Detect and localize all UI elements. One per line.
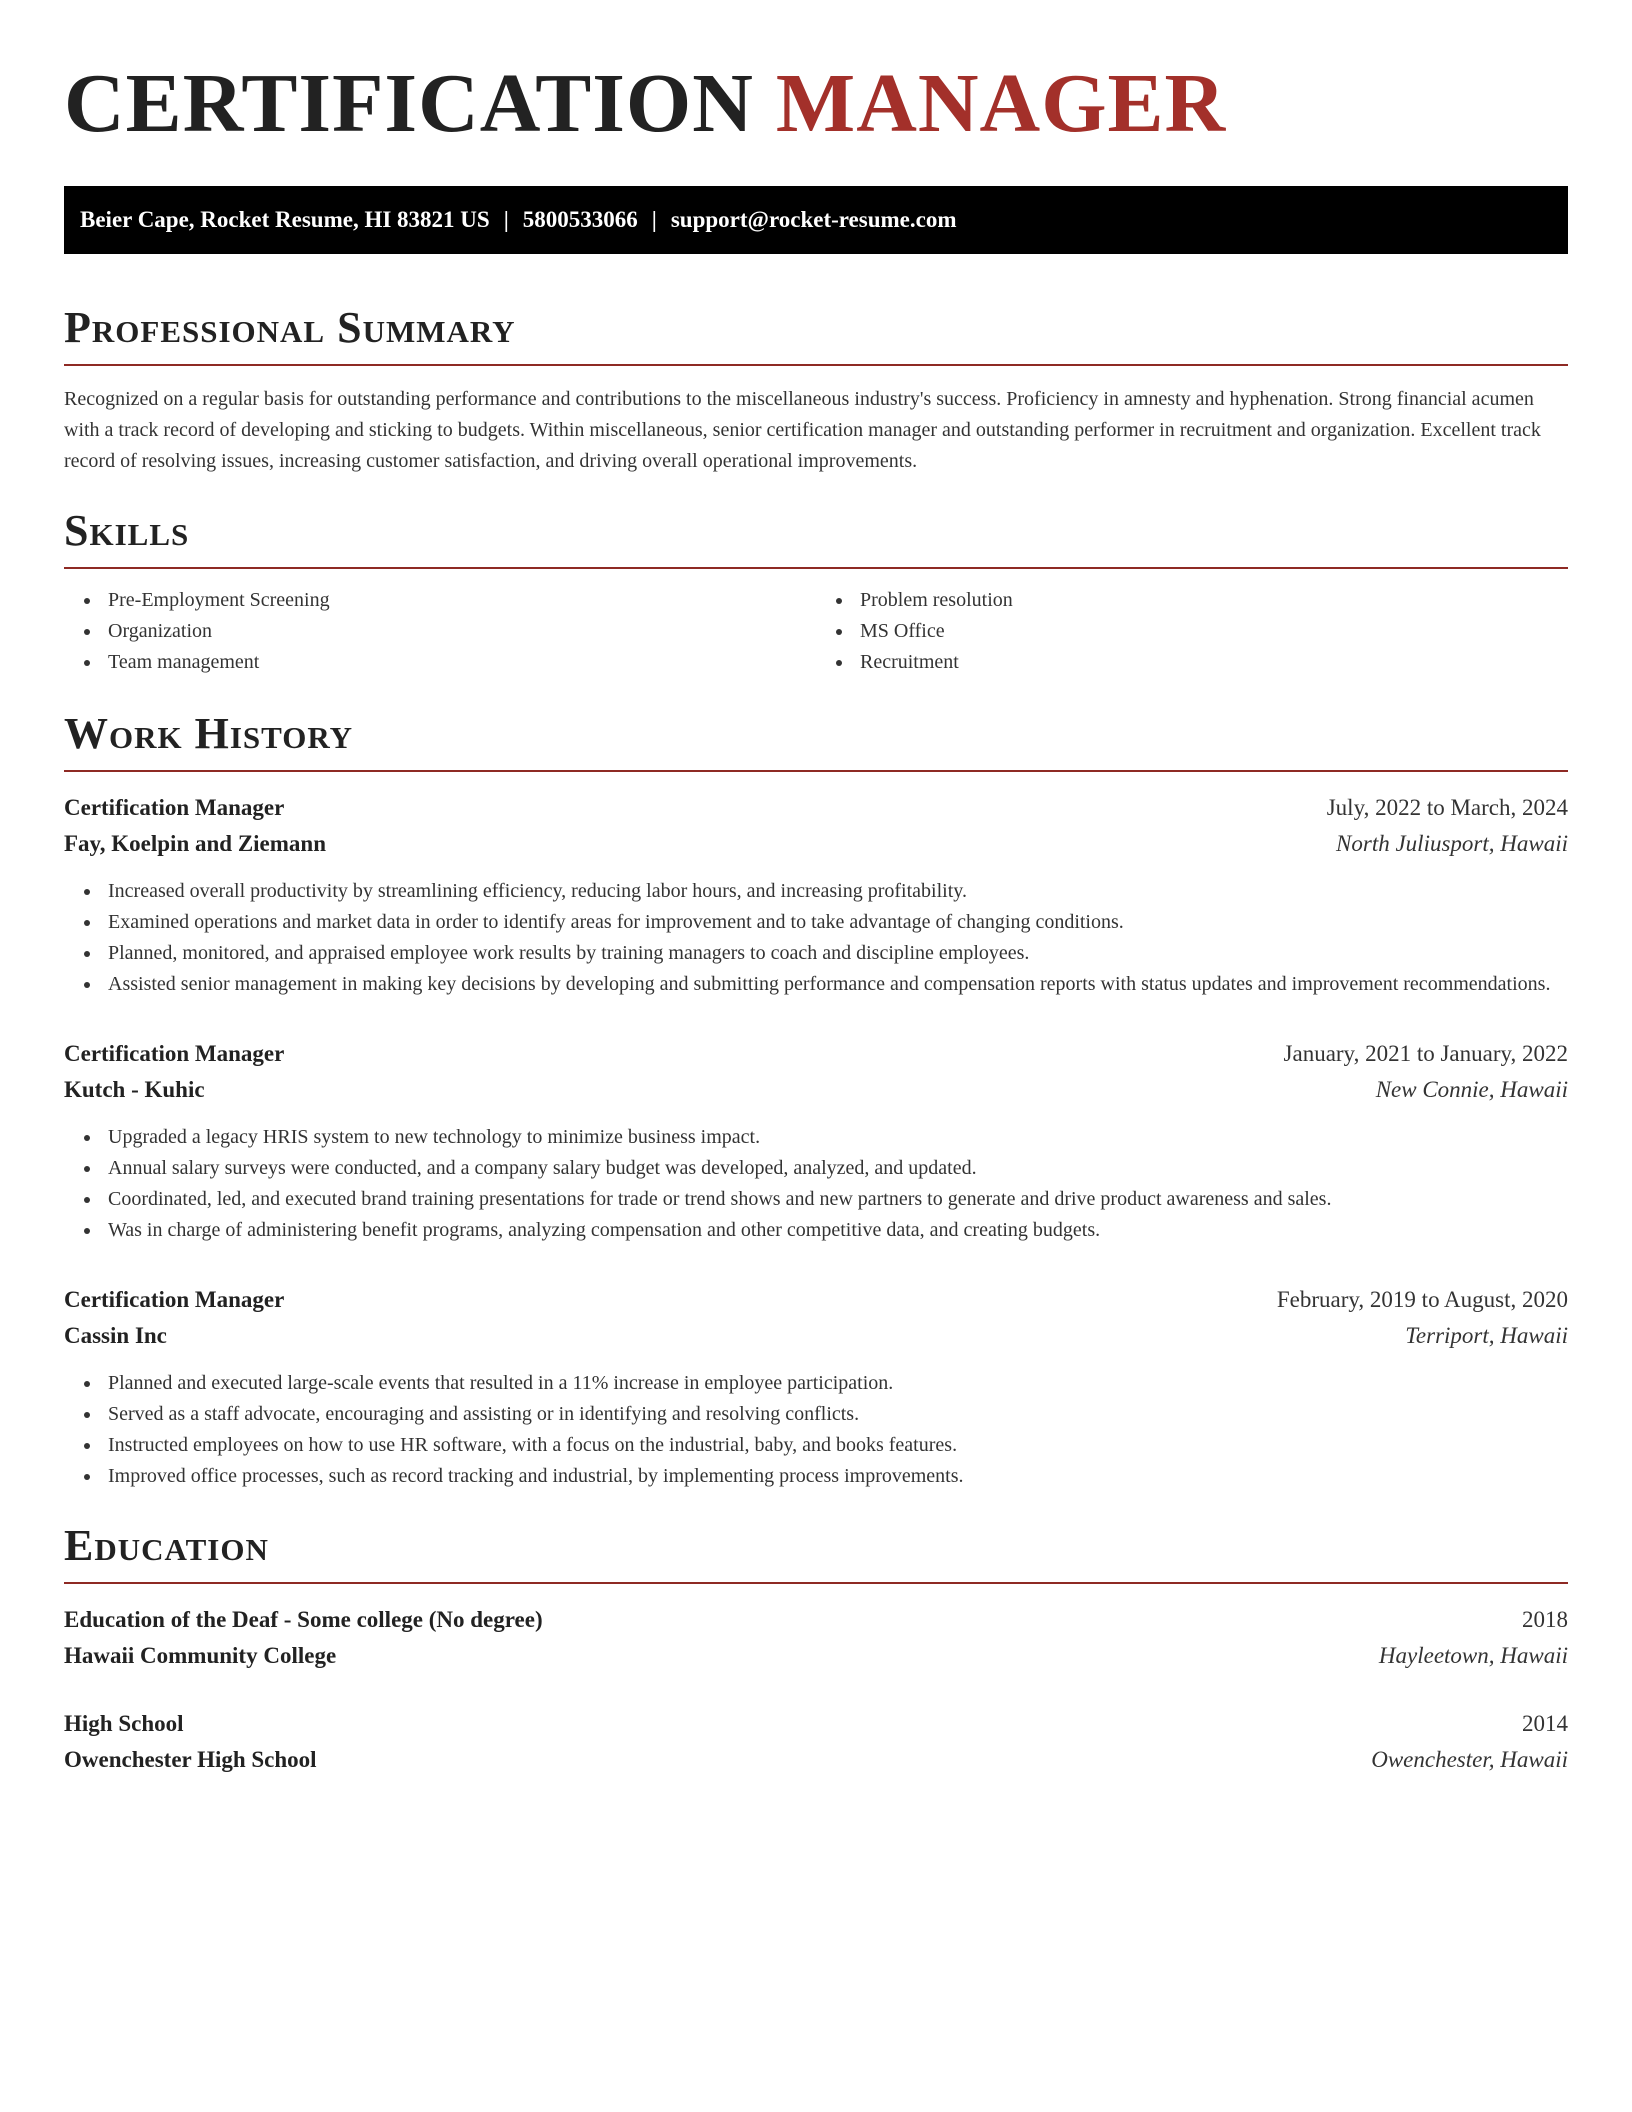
- job-bullets: [64, 1368, 1568, 1492]
- job-bullet: Increased overall productivity by streamlining efficiency, reducing labor hours, and increasing profitability.: [108, 876, 1568, 907]
- job-bullet: Improved office processes, such as record tracking and industrial, by implementing process improvements.: [108, 1461, 1568, 1492]
- skill-item: Organization: [108, 616, 816, 647]
- job-position: Certification Manager: [64, 1041, 285, 1066]
- summary-section: [64, 302, 1568, 477]
- section-divider: [64, 364, 1568, 366]
- job-company-row: [64, 1318, 1568, 1354]
- job-company: Kutch - Kuhic: [64, 1077, 205, 1102]
- education-entry: [64, 1602, 1568, 1674]
- skills-grid: [64, 585, 1568, 678]
- job-position: Certification Manager: [64, 795, 285, 820]
- job-bullet: Instructed employees on how to use HR software, with a focus on the industrial, baby, and books features.: [108, 1430, 1568, 1461]
- education-degree: High School: [64, 1711, 184, 1736]
- education-degree-row: [64, 1706, 1568, 1742]
- education-school-row: [64, 1638, 1568, 1674]
- education-school: Hawaii Community College: [64, 1643, 337, 1668]
- skills-column-left: [64, 585, 816, 678]
- contact-address: Beier Cape, Rocket Resume, HI 83821 US: [80, 207, 490, 232]
- job-bullet: Planned, monitored, and appraised employee work results by training managers to coach and discipline employees.: [108, 938, 1568, 969]
- job-location: New Connie, Hawaii: [1375, 1077, 1568, 1102]
- skill-item: Pre-Employment Screening: [108, 585, 816, 616]
- job-company: Fay, Koelpin and Ziemann: [64, 831, 327, 856]
- work-history-section: [64, 708, 1568, 1492]
- job-location: Terriport, Hawaii: [1405, 1323, 1568, 1348]
- section-divider: [64, 1582, 1568, 1584]
- skills-column-right: [816, 585, 1568, 678]
- education-school: Owenchester High School: [64, 1747, 317, 1772]
- education-heading: Education: [64, 1521, 269, 1570]
- education-degree: Education of the Deaf - Some college (No degree): [64, 1607, 543, 1632]
- skill-item: Recruitment: [860, 647, 1568, 678]
- job-company-row: [64, 1072, 1568, 1108]
- work-history-heading: Work History: [64, 709, 354, 758]
- job-bullet: Assisted senior management in making key decisions by developing and submitting performance and compensation reports with status updates and improvement recommendations.: [108, 969, 1568, 1000]
- job-company-row: [64, 826, 1568, 862]
- contact-email: support@rocket-resume.com: [670, 207, 957, 232]
- skills-heading: Skills: [64, 506, 190, 555]
- contact-bar: [64, 186, 1568, 254]
- education-year: 2018: [1522, 1607, 1568, 1632]
- contact-separator: |: [503, 207, 509, 232]
- job-bullet: Annual salary surveys were conducted, and a company salary budget was developed, analyzed, and updated.: [108, 1153, 1568, 1184]
- job-position: Certification Manager: [64, 1287, 285, 1312]
- job-entry: [64, 790, 1568, 1000]
- summary-text: Recognized on a regular basis for outstanding performance and contributions to the miscellaneous industry's success. Proficiency in amnesty and hyphenation. Strong financial acumen with a track record of developing and sticking to budgets. Within miscellaneous, senior certification manager and outstanding performer in recruitment and organization. Excellent track record of resolving issues, increasing customer satisfaction, and driving overall operational improvements.: [64, 388, 1541, 472]
- name-first: CERTIFICATION: [64, 57, 754, 150]
- job-location: North Juliusport, Hawaii: [1336, 831, 1568, 856]
- skill-item: Problem resolution: [860, 585, 1568, 616]
- job-entry: [64, 1036, 1568, 1246]
- job-company: Cassin Inc: [64, 1323, 167, 1348]
- candidate-name: [64, 56, 1568, 152]
- job-title-row: [64, 790, 1568, 826]
- job-bullet: Was in charge of administering benefit programs, analyzing compensation and other competitive data, and creating budgets.: [108, 1215, 1568, 1246]
- job-title-row: [64, 1282, 1568, 1318]
- contact-phone: 5800533066: [522, 207, 638, 232]
- education-location: Hayleetown, Hawaii: [1378, 1643, 1568, 1668]
- education-entry: [64, 1706, 1568, 1778]
- job-dates: February, 2019 to August, 2020: [1276, 1287, 1568, 1312]
- job-title-row: [64, 1036, 1568, 1072]
- job-bullet: Served as a staff advocate, encouraging and assisting or in identifying and resolving conflicts.: [108, 1399, 1568, 1430]
- education-school-row: [64, 1742, 1568, 1778]
- job-bullet: Coordinated, led, and executed brand training presentations for trade or trend shows and new partners to generate and drive product awareness and sales.: [108, 1184, 1568, 1215]
- job-bullet: Examined operations and market data in order to identify areas for improvement and to take advantage of changing conditions.: [108, 907, 1568, 938]
- skill-item: MS Office: [860, 616, 1568, 647]
- section-divider: [64, 770, 1568, 772]
- contact-separator: |: [651, 207, 657, 232]
- job-bullet: Planned and executed large-scale events that resulted in a 11% increase in employee participation.: [108, 1368, 1568, 1399]
- education-location: Owenchester, Hawaii: [1371, 1747, 1568, 1772]
- education-degree-row: [64, 1602, 1568, 1638]
- section-divider: [64, 567, 1568, 569]
- summary-heading: Professional Summary: [64, 303, 516, 352]
- job-bullets: [64, 1122, 1568, 1246]
- education-year: 2014: [1522, 1711, 1568, 1736]
- job-bullet: Upgraded a legacy HRIS system to new technology to minimize business impact.: [108, 1122, 1568, 1153]
- job-entry: [64, 1282, 1568, 1492]
- job-bullets: [64, 876, 1568, 1000]
- name-last: MANAGER: [775, 57, 1227, 150]
- job-dates: July, 2022 to March, 2024: [1326, 795, 1568, 820]
- skill-item: Team management: [108, 647, 816, 678]
- education-section: [64, 1520, 1568, 1778]
- skills-section: [64, 505, 1568, 678]
- job-dates: January, 2021 to January, 2022: [1283, 1041, 1568, 1066]
